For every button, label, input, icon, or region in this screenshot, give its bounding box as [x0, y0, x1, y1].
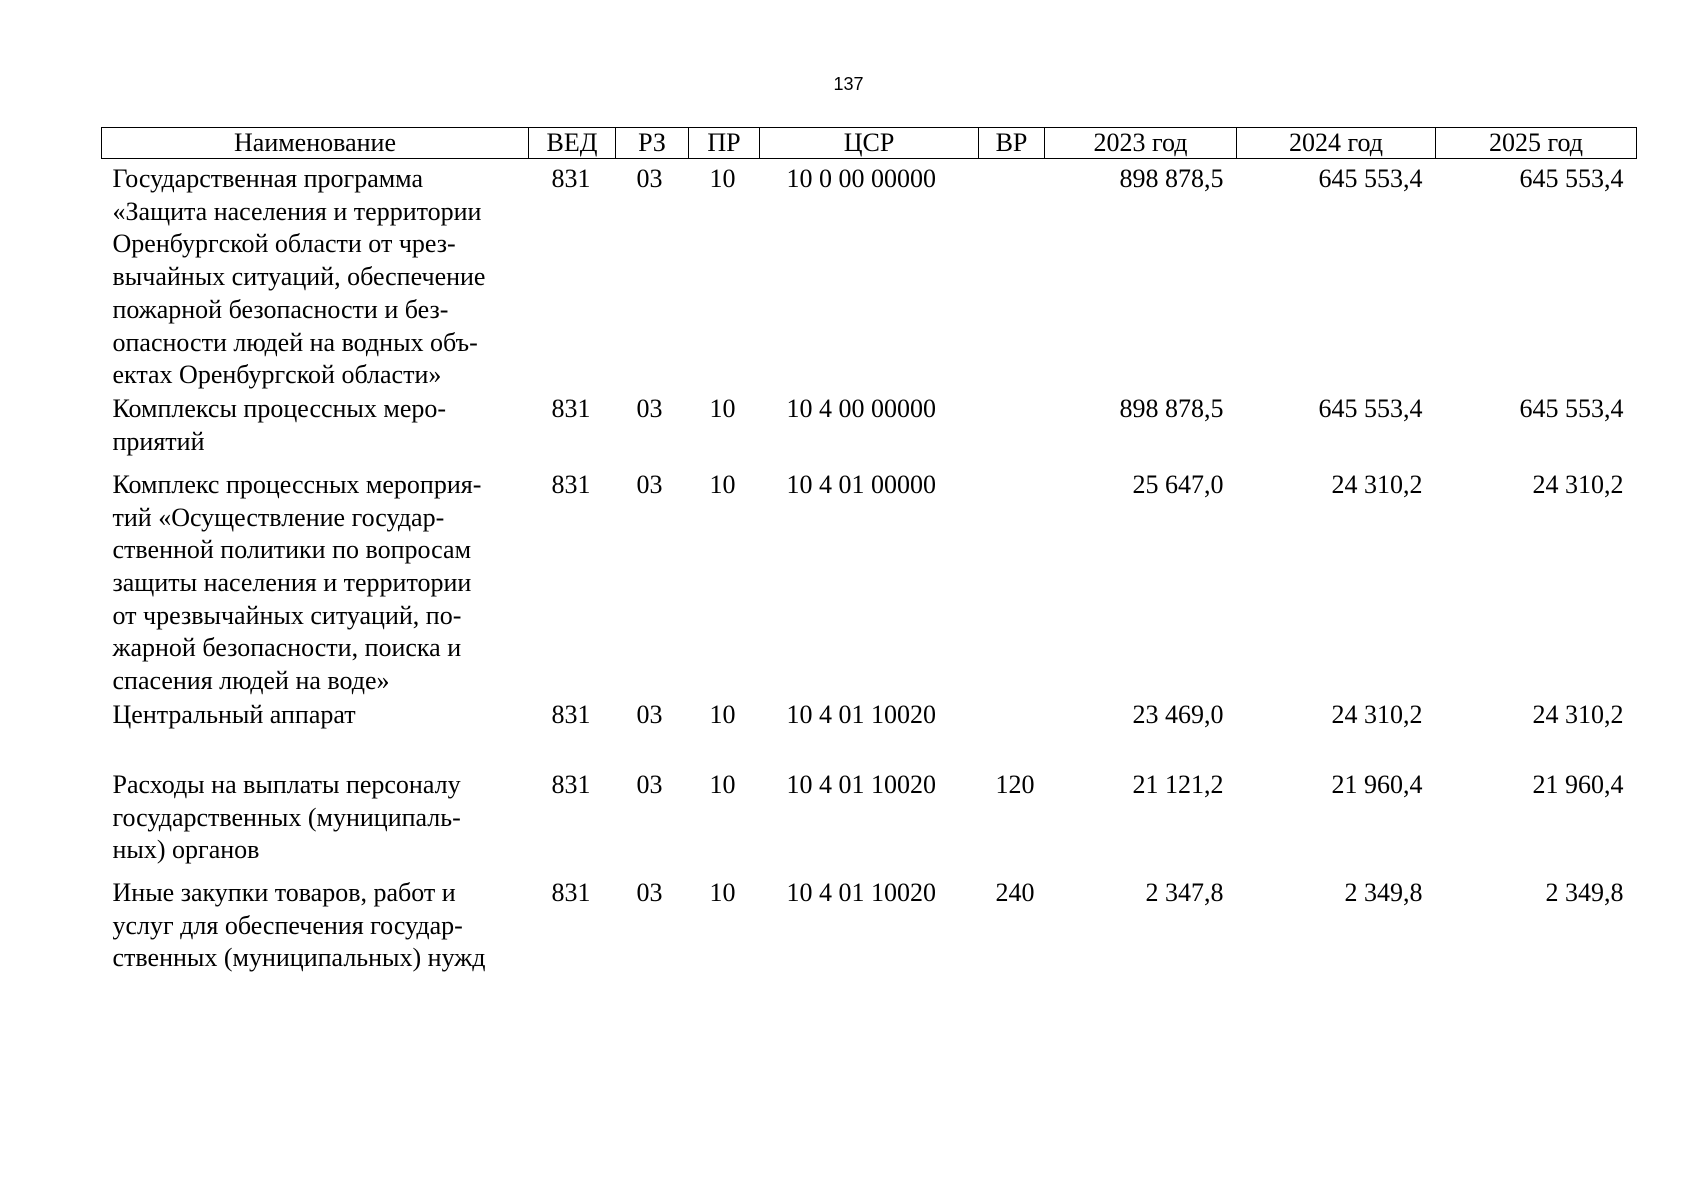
row-name-line: услуг для обеспечения государ-	[112, 910, 463, 940]
header-name: Наименование	[102, 128, 529, 159]
row-name-line: Центральный аппарат	[112, 699, 356, 729]
cell-2025: 645 553,4	[1519, 393, 1624, 423]
row-name-line: тий «Осуществление государ-	[112, 502, 445, 532]
cell-csr: 10 4 00 00000	[786, 393, 936, 423]
table-row	[102, 877, 1637, 975]
row-name-line: ектах Оренбургской области»	[112, 360, 442, 390]
cell-pr: 10	[709, 469, 736, 499]
cell-2024: 645 553,4	[1318, 164, 1423, 193]
table-row	[102, 159, 1637, 392]
table-row	[102, 392, 1637, 459]
cell-vr: 120	[995, 769, 1035, 799]
cell-csr: 10 4 01 10020	[786, 769, 936, 799]
page-number: 137	[833, 74, 864, 94]
table-body	[102, 159, 1637, 975]
row-name	[102, 392, 529, 459]
header-2023: 2023 год	[1045, 128, 1237, 159]
cell-rz: 03	[636, 164, 663, 193]
cell-2023: 2 347,8	[1145, 877, 1224, 907]
cell-2025: 24 310,2	[1532, 469, 1624, 499]
cell-pr: 10	[709, 393, 736, 423]
row-name-line: «Защита населения и территории	[112, 196, 482, 226]
cell-2023: 25 647,0	[1132, 469, 1224, 499]
row-name-line: ных) органов	[112, 835, 260, 865]
cell-2023: 23 469,0	[1132, 699, 1224, 729]
cell-vr	[979, 698, 1045, 769]
row-name-line: вычайных ситуаций, обеспечение	[112, 262, 486, 292]
cell-ved: 831	[551, 469, 591, 499]
cell-csr: 10 4 01 10020	[786, 699, 936, 729]
table-row	[102, 459, 1637, 698]
table-row	[102, 769, 1637, 877]
cell-2024: 2 349,8	[1344, 877, 1423, 907]
cell-2024: 24 310,2	[1331, 469, 1423, 499]
row-name	[102, 769, 529, 877]
row-name-line: ственных (муниципальных) нужд	[112, 943, 486, 973]
cell-2025: 21 960,4	[1532, 769, 1624, 799]
header-csr: ЦСР	[760, 128, 979, 159]
cell-2024: 24 310,2	[1331, 699, 1423, 729]
header-ved: ВЕД	[529, 128, 616, 159]
row-name	[102, 459, 529, 698]
row-name-line: Оренбургской области от чрез-	[112, 229, 456, 259]
cell-pr: 10	[709, 699, 736, 729]
cell-pr: 10	[709, 164, 736, 193]
cell-2024: 645 553,4	[1318, 393, 1423, 423]
cell-2025: 24 310,2	[1532, 699, 1624, 729]
row-name-line: ственной политики по вопросам	[112, 535, 472, 565]
cell-ved: 831	[551, 769, 591, 799]
row-name-line: приятий	[112, 426, 205, 456]
cell-2025: 645 553,4	[1519, 164, 1624, 193]
header-2025: 2025 год	[1436, 128, 1637, 159]
header-rz: РЗ	[616, 128, 689, 159]
cell-rz: 03	[636, 877, 663, 907]
cell-csr: 10 4 01 10020	[786, 877, 936, 907]
cell-csr: 10 4 01 00000	[786, 469, 936, 499]
row-name-line: Комплекс процессных мероприя-	[112, 469, 482, 499]
row-name-line: пожарной безопасности и без-	[112, 294, 449, 324]
cell-rz: 03	[636, 469, 663, 499]
cell-pr: 10	[709, 769, 736, 799]
row-name-line: Государственная программа	[112, 164, 424, 193]
row-name	[102, 698, 529, 769]
cell-rz: 03	[636, 393, 663, 423]
cell-2025: 2 349,8	[1545, 877, 1624, 907]
cell-vr	[979, 159, 1045, 392]
header-pr: ПР	[689, 128, 760, 159]
cell-ved: 831	[551, 164, 591, 193]
cell-vr	[979, 392, 1045, 459]
header-vr: ВР	[979, 128, 1045, 159]
cell-ved: 831	[551, 877, 591, 907]
row-name-line: опасности людей на водных объ-	[112, 327, 478, 357]
cell-vr	[979, 459, 1045, 698]
row-name-line: спасения людей на воде»	[112, 666, 390, 696]
cell-vr: 240	[995, 877, 1035, 907]
budget-table	[101, 127, 1637, 975]
cell-rz: 03	[636, 769, 663, 799]
row-name-line: защиты населения и территории	[112, 568, 472, 598]
cell-pr: 10	[709, 877, 736, 907]
table-row	[102, 698, 1637, 769]
row-name	[102, 159, 529, 392]
cell-2024: 21 960,4	[1331, 769, 1423, 799]
cell-2023: 898 878,5	[1119, 393, 1224, 423]
row-name-line: Расходы на выплаты персоналу	[112, 769, 461, 799]
cell-ved: 831	[551, 699, 591, 729]
cell-2023: 898 878,5	[1119, 164, 1224, 193]
row-name-line: государственных (муниципаль-	[112, 802, 461, 832]
row-name-line: от чрезвычайных ситуаций, по-	[112, 600, 462, 630]
row-name	[102, 877, 529, 975]
row-name-line: Комплексы процессных меро-	[112, 393, 447, 423]
cell-rz: 03	[636, 699, 663, 729]
table-header	[102, 128, 1637, 159]
row-name-line: Иные закупки товаров, работ и	[112, 877, 456, 907]
cell-csr: 10 0 00 00000	[786, 164, 936, 193]
cell-ved: 831	[551, 393, 591, 423]
cell-2023: 21 121,2	[1132, 769, 1224, 799]
row-name-line: жарной безопасности, поиска и	[112, 633, 462, 663]
header-row	[102, 128, 1637, 159]
header-2024: 2024 год	[1237, 128, 1436, 159]
